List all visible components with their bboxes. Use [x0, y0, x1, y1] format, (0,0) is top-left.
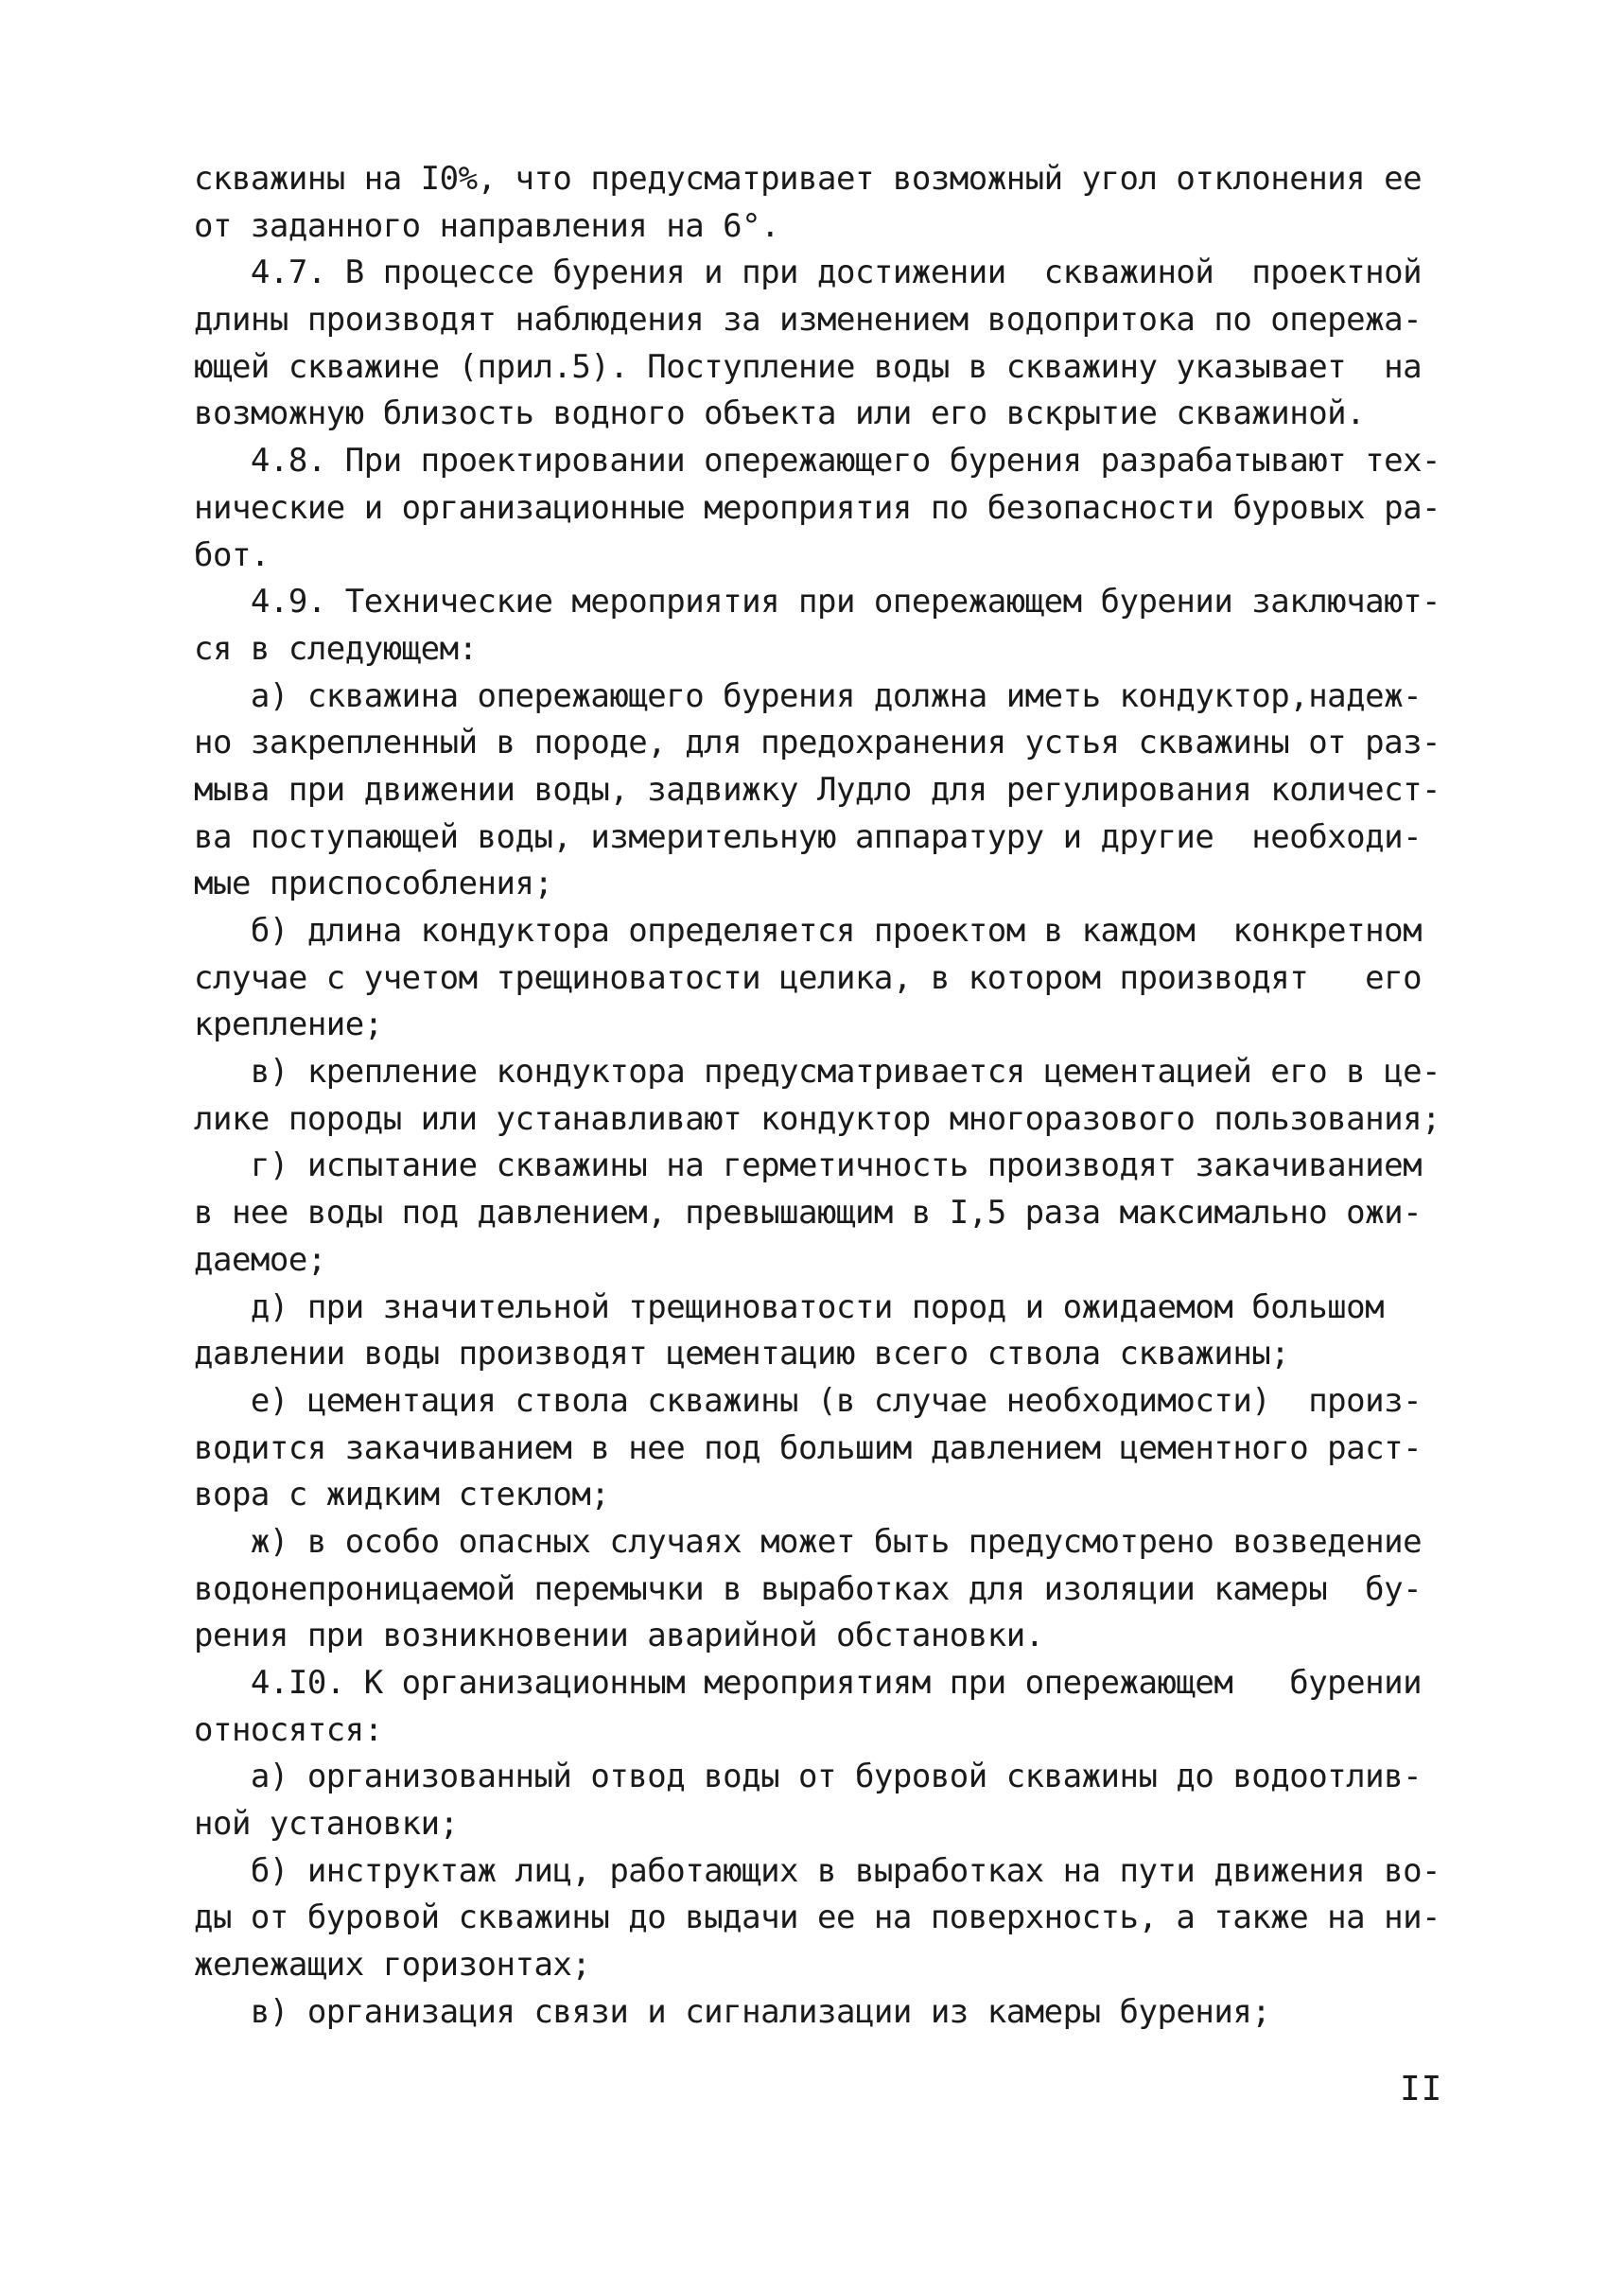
text-line: г) испытание скважины на герметичность производят закачиванием	[194, 1146, 1423, 1185]
text-line: а) организованный отвод воды от буровой скважины до водоотлив-	[194, 1758, 1423, 1796]
text-line: 4.I0. К организационным мероприятиям при опережающем бурении	[194, 1664, 1423, 1702]
text-line: ся в следующем:	[194, 629, 478, 668]
text-line: бот.	[194, 535, 270, 574]
text-line: возможную близость водного объекта или его вскрытие скважиной.	[194, 394, 1366, 433]
text-line: ды от буровой скважины до выдачи ее на поверхность, а также на ни-	[194, 1898, 1441, 1937]
text-line: водонепроницаемой перемычки в выработках для изоляции камеры бу-	[194, 1569, 1423, 1608]
text-line: относятся:	[194, 1710, 383, 1749]
text-line: давлении воды производят цементацию всего ствола скважины;	[194, 1335, 1290, 1373]
text-line: жележащих горизонтах;	[194, 1946, 591, 1985]
text-line: ной установки;	[194, 1805, 459, 1844]
text-line: водится закачиванием в нее под большим давлением цементного раст-	[194, 1428, 1423, 1467]
text-line: ж) в особо опасных случаях может быть предусмотрено возведение	[194, 1522, 1423, 1561]
page-number: II	[1400, 2070, 1443, 2108]
text-line: случае с учетом трещиноватости целика, в котором производят его	[194, 958, 1423, 997]
body-text	[194, 156, 1452, 2037]
text-line: е) цементация ствола скважины (в случае необходимости) произ-	[194, 1381, 1423, 1420]
text-line: от заданного направления на 6°.	[194, 206, 780, 245]
text-line: 4.7. В процессе бурения и при достижении скважиной проектной	[194, 254, 1423, 292]
text-line: в нее воды под давлением, превышающим в I,5 раза максимально ожи-	[194, 1194, 1423, 1233]
text-line: мыва при движении воды, задвижку Лудло для регулирования количест-	[194, 770, 1441, 809]
text-line: в) крепление кондуктора предусматривается цементацией его в це-	[194, 1053, 1441, 1092]
text-line: мые приспособления;	[194, 865, 553, 903]
text-line: нические и организационные мероприятия по безопасности буровых ра-	[194, 488, 1441, 527]
text-line: вора с жидким стеклом;	[194, 1476, 610, 1514]
text-line: а) скважина опережающего бурения должна иметь кондуктор,надеж-	[194, 676, 1423, 715]
text-line: скважины на I0%, что предусматривает возможный угол отклонения ее	[194, 160, 1423, 198]
text-line: даемое;	[194, 1240, 326, 1279]
text-line: лике породы или устанавливают кондуктор многоразового пользования;	[194, 1099, 1441, 1138]
text-line: рения при возникновении аварийной обстановки.	[194, 1617, 1044, 1655]
text-line: ющей скважине (прил.5). Поступление воды в скважину указывает на	[194, 347, 1423, 386]
text-line: д) при значительной трещиноватости пород и ожидаемом большом	[194, 1287, 1385, 1326]
text-line: крепление;	[194, 1006, 383, 1044]
text-line: б) инструктаж лиц, работающих в выработках на пути движения во-	[194, 1851, 1441, 1890]
text-line: длины производят наблюдения за изменением водопритока по опережа-	[194, 301, 1423, 340]
text-line: но закрепленный в породе, для предохранения устья скважины от раз-	[194, 724, 1441, 762]
text-line: 4.8. При проектировании опережающего бурения разрабатывают тех-	[194, 442, 1441, 481]
text-line: в) организация связи и сигнализации из камеры бурения;	[194, 1992, 1271, 2031]
text-line: ва поступающей воды, измерительную аппаратуру и другие необходи-	[194, 817, 1423, 856]
text-line: 4.9. Технические мероприятия при опережающем бурении заключают-	[194, 583, 1441, 621]
text-line: б) длина кондуктора определяется проектом в каждом конкретном	[194, 912, 1423, 950]
